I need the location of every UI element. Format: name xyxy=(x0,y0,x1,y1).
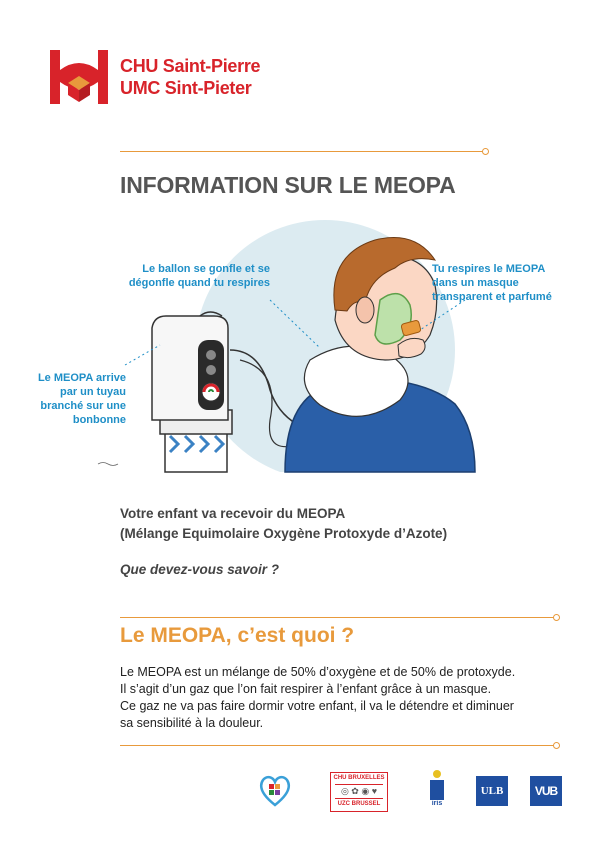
section-paragraph-line: Ce gaz ne va pas faire dormir votre enfant, il va le détendre et diminuer xyxy=(120,699,514,713)
chu-bruxelles-logo: CHU BRUXELLES ◎ ✿ ◉ ♥ UZC BRUSSEL xyxy=(330,772,388,812)
section-paragraph-line: Il s’agit d’un gaz que l’on fait respirer à l’enfant grâce à un masque. xyxy=(120,682,492,696)
divider-bottom-dot xyxy=(553,742,560,749)
divider-top xyxy=(120,151,484,152)
meopa-illustration xyxy=(80,210,580,480)
chu-logo-symbols: ◎ ✿ ◉ ♥ xyxy=(340,786,378,796)
caption-balloon: Le ballon se gonfle et se dégonfle quand tu respires xyxy=(128,263,270,289)
intro-question: Que devez-vous savoir ? xyxy=(120,562,280,577)
divider-section-dot xyxy=(553,614,560,621)
iris-logo: iris xyxy=(425,770,449,810)
divider-top-dot xyxy=(482,148,489,155)
divider-bottom xyxy=(120,745,555,746)
iris-block-icon xyxy=(430,780,444,800)
heart-logo-icon xyxy=(257,772,293,808)
chu-logo-icon xyxy=(48,46,110,108)
vub-logo: VUB xyxy=(530,776,562,806)
iris-dot-icon xyxy=(433,770,441,778)
hospital-name-fr: CHU Saint-Pierre xyxy=(120,56,261,76)
intro-line-2: (Mélange Equimolaire Oxygène Protoxyde d’Azote) xyxy=(120,526,448,541)
caption-tube: Le MEOPA arrive par un tuyau branché sur une bonbonne xyxy=(37,372,126,426)
section-paragraph-line: Le MEOPA est un mélange de 50% d’oxygène et de 50% de protoxyde. xyxy=(120,665,516,679)
section-title: Le MEOPA, c’est quoi ? xyxy=(120,624,355,647)
caption-mask: Tu respires le MEOPA dans un masque transparent et parfumé xyxy=(432,263,552,303)
ulb-logo: ULB xyxy=(476,776,508,806)
intro-line-1: Votre enfant va recevoir du MEOPA xyxy=(120,506,346,521)
divider-section xyxy=(120,617,555,618)
hospital-name-nl: UMC Sint-Pieter xyxy=(120,78,252,98)
page-title: INFORMATION SUR LE MEOPA xyxy=(120,172,456,198)
section-paragraph-line: sa sensibilité à la douleur. xyxy=(120,716,264,730)
